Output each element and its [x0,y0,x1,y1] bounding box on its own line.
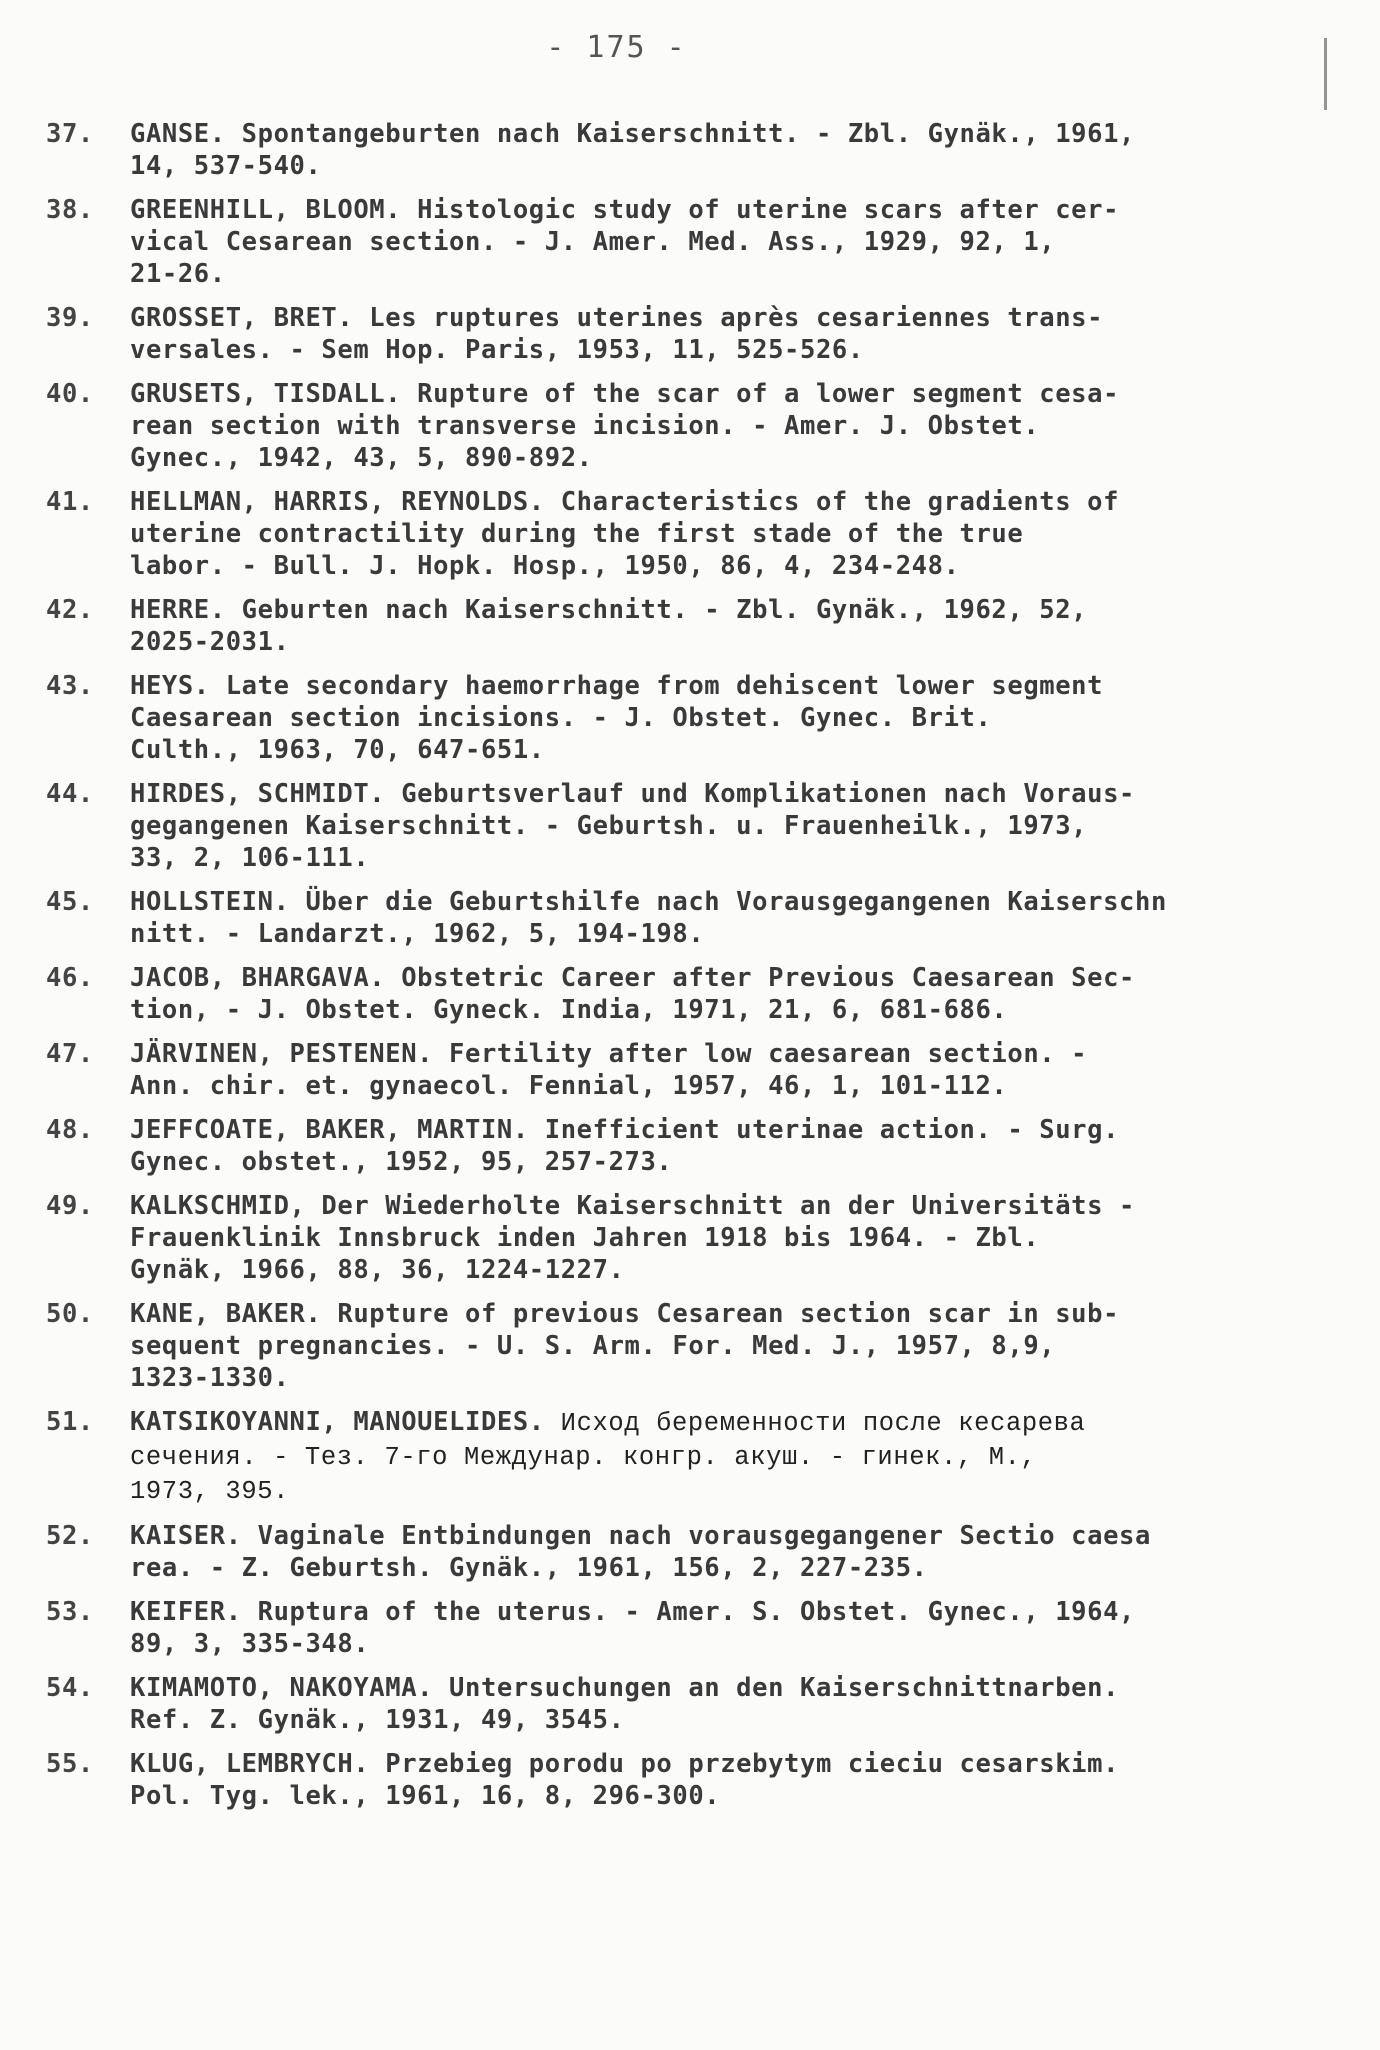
reference-text: KAISER. Vaginale Entbindungen nach vorausgegangener Sectio caesa rea. - Z. Geburtsh. Gynäk., 1961, 156, 2, 227-235. [130,1521,1151,1583]
reference-51 [40,1406,1340,1508]
reference-number: 39. [46,303,94,333]
reference-53 [40,1596,1340,1660]
reference-text: GREENHILL, BLOOM. Histologic study of uterine scars after cer- vical Cesarean section. - J. Amer. Med. Ass., 1929, 92, 1, 21-26. [130,195,1120,289]
reference-number: 42. [46,595,94,625]
reference-number: 47. [46,1039,94,1069]
reference-list [40,118,1340,1824]
reference-number: 44. [46,779,94,809]
reference-37 [40,118,1340,182]
reference-55 [40,1748,1340,1812]
reference-text: KLUG, LEMBRYCH. Przebieg porodu po przebytym cieciu cesarskim. Pol. Tyg. lek., 1961, 16, 8, 296-300. [130,1749,1120,1811]
reference-text: HEYS. Late secondary haemorrhage from dehiscent lower segment Caesarean section incisions. - J. Obstet. Gynec. Brit. Culth., 1963, 70, 647-651. [130,671,1104,765]
reference-number: 40. [46,379,94,409]
reference-43 [40,670,1340,766]
reference-text: GRUSETS, TISDALL. Rupture of the scar of a lower segment cesa- rean section with transverse incision. - Amer. J. Obstet. Gynec., 1942, 43, 5, 890-892. [130,379,1120,473]
reference-number: 49. [46,1191,94,1221]
reference-50 [40,1298,1340,1394]
reference-text: KEIFER. Ruptura of the uterus. - Amer. S. Obstet. Gynec., 1964, 89, 3, 335-348. [130,1597,1135,1659]
reference-39 [40,302,1340,366]
reference-text: HIRDES, SCHMIDT. Geburtsverlauf und Komplikationen nach Voraus- gegangenen Kaiserschnitt. - Geburtsh. u. Frauenheilk., 1973, 33, 2, 106-111. [130,779,1135,873]
reference-text: HELLMAN, HARRIS, REYNOLDS. Characteristics of the gradients of uterine contractility during the first stade of the true labor. - Bull. J. Hopk. Hosp., 1950, 86, 4, 234-248. [130,487,1120,581]
reference-text: KANE, BAKER. Rupture of previous Cesarean section scar in sub- sequent pregnancies. - U. S. Arm. For. Med. J., 1957, 8,9, 1323-1330. [130,1299,1120,1393]
reference-text: HOLLSTEIN. Über die Geburtshilfe nach Vorausgegangenen Kaiserschn nitt. - Landarzt., 1962, 5, 194-198. [130,887,1167,949]
reference-46 [40,962,1340,1026]
reference-text: GROSSET, BRET. Les ruptures uterines après cesariennes trans- versales. - Sem Hop. Paris, 1953, 11, 525-526. [130,303,1104,365]
reference-text: KIMAMOTO, NAKOYAMA. Untersuchungen an den Kaiserschnittnarben. Ref. Z. Gynäk., 1931, 49, 3545. [130,1673,1120,1735]
reference-44 [40,778,1340,874]
reference-38 [40,194,1340,290]
reference-49 [40,1190,1340,1286]
reference-text: JACOB, BHARGAVA. Obstetric Career after Previous Caesarean Sec- tion, - J. Obstet. Gyneck. India, 1971, 21, 6, 681-686. [130,963,1135,1025]
reference-42 [40,594,1340,658]
reference-number: 41. [46,487,94,517]
reference-number: 46. [46,963,94,993]
reference-number: 37. [46,119,94,149]
reference-40 [40,378,1340,474]
reference-cyrillic-text: Исход беременности после кесарева сечения. - Тез. 7-го Междунар. конгр. акуш. - гинек., М., 1973, 395. [130,1409,1086,1506]
reference-number: 48. [46,1115,94,1145]
reference-text: JEFFCOATE, BAKER, MARTIN. Inefficient uterinae action. - Surg. Gynec. obstet., 1952, 95, 257-273. [130,1115,1120,1177]
reference-52 [40,1520,1340,1584]
reference-text: HERRE. Geburten nach Kaiserschnitt. - Zbl. Gynäk., 1962, 52, 2025-2031. [130,595,1088,657]
reference-45 [40,886,1340,950]
reference-text [130,1406,1340,1508]
reference-number: 52. [46,1521,94,1551]
reference-48 [40,1114,1340,1178]
reference-number: 53. [46,1597,94,1627]
reference-text: GANSE. Spontangeburten nach Kaiserschnitt. - Zbl. Gynäk., 1961, 14, 537-540. [130,119,1135,181]
reference-number: 43. [46,671,94,701]
reference-authors: KATSIKOYANNI, MANOUELIDES. [130,1407,545,1437]
reference-number: 38. [46,195,94,225]
reference-number: 50. [46,1299,94,1329]
reference-number: 51. [46,1407,94,1437]
reference-number: 54. [46,1673,94,1703]
reference-text: KALKSCHMID, Der Wiederholte Kaiserschnitt an der Universitäts - Frauenklinik Innsbruck inden Jahren 1918 bis 1964. - Zbl. Gynäk, 1966, 88, 36, 1224-1227. [130,1191,1135,1285]
reference-54 [40,1672,1340,1736]
scan-edge-mark [1324,38,1327,110]
reference-text: JÄRVINEN, PESTENEN. Fertility after low caesarean section. - Ann. chir. et. gynaecol. Fennial, 1957, 46, 1, 101-112. [130,1039,1088,1101]
reference-number: 45. [46,887,94,917]
reference-number: 55. [46,1749,94,1779]
reference-41 [40,486,1340,582]
reference-47 [40,1038,1340,1102]
page-number: - 175 - [546,30,687,65]
